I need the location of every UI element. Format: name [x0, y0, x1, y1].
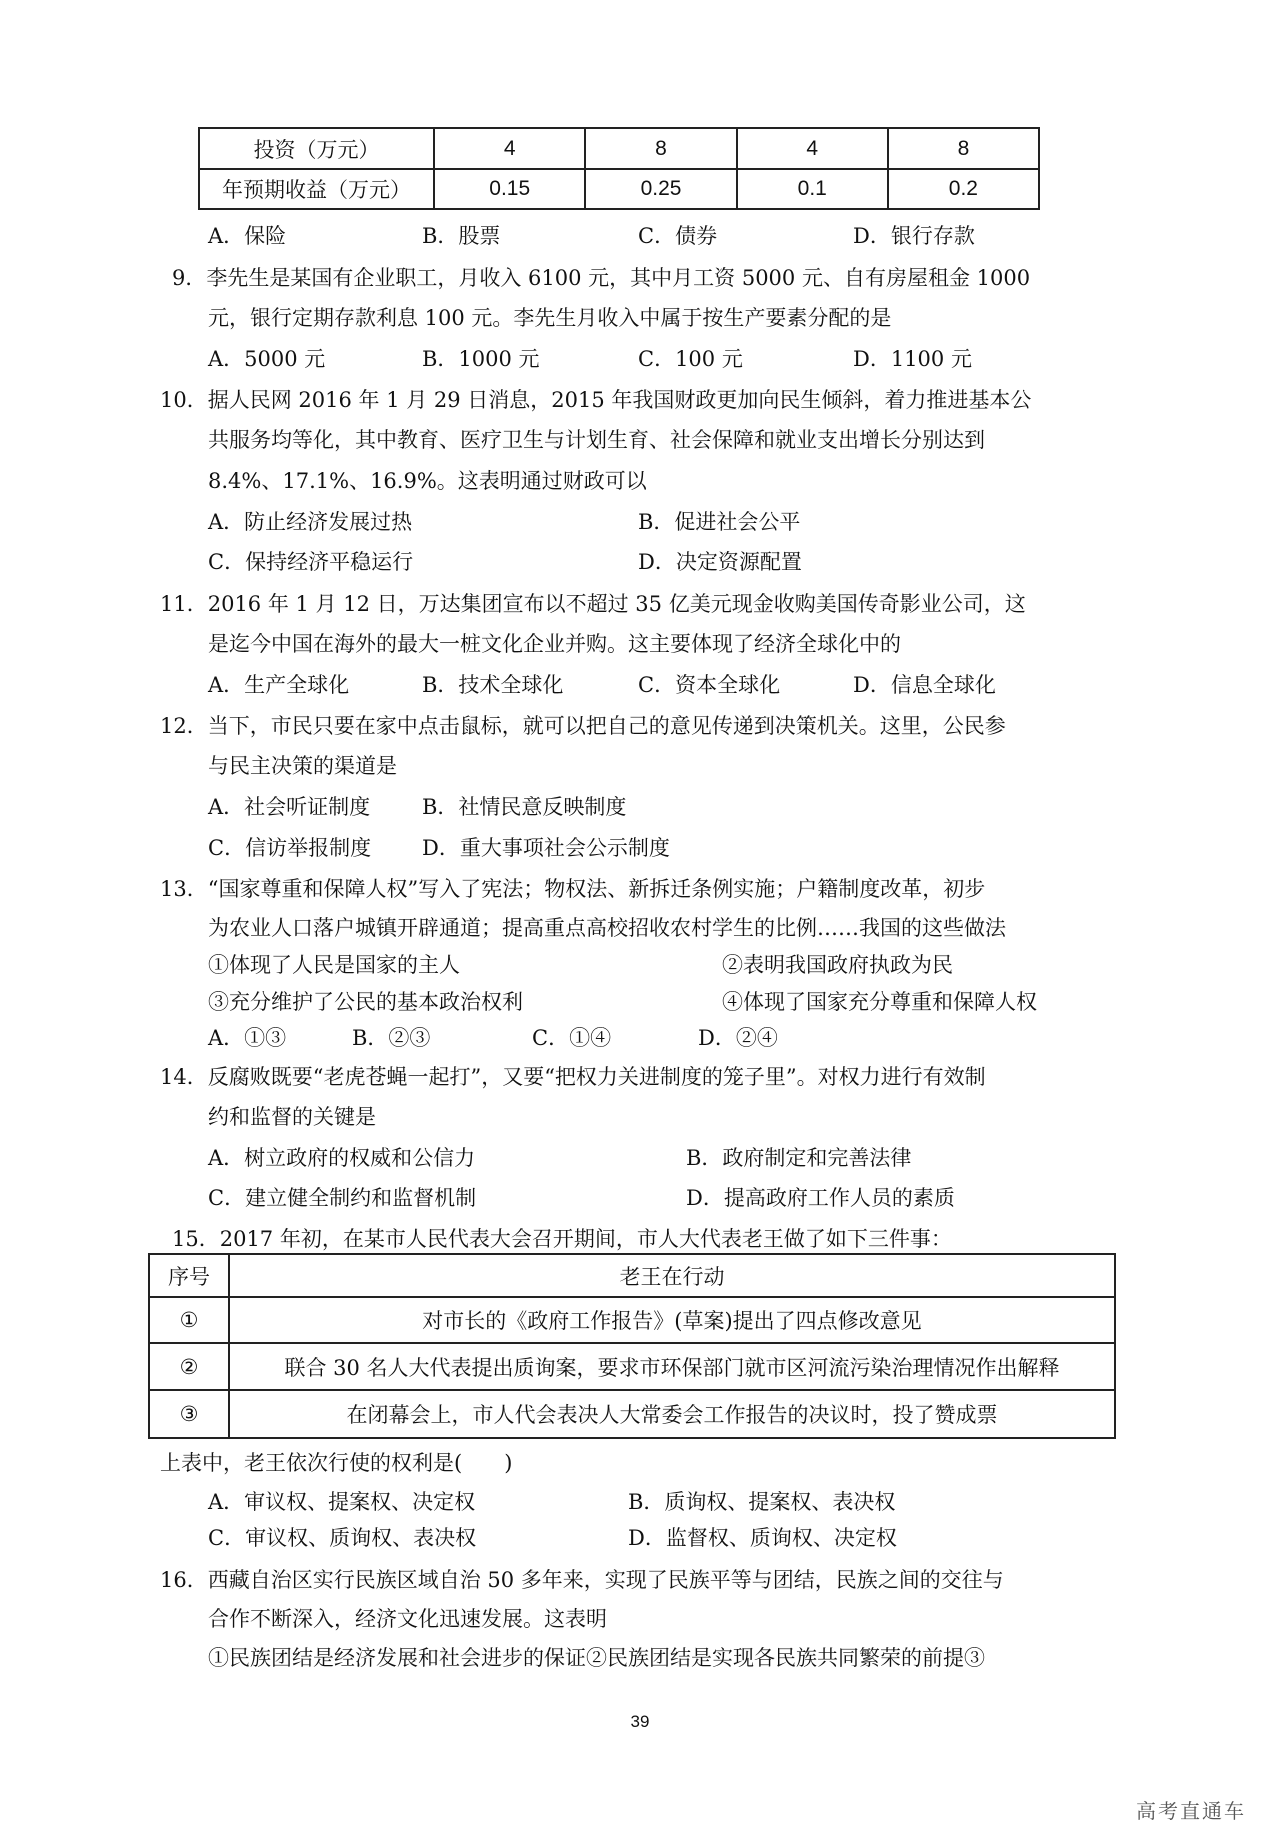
q8-option-c: C．债券	[638, 224, 718, 248]
row-label: 投资（万元）	[199, 128, 434, 169]
q8-investment-table	[198, 127, 1040, 210]
page-number: 39	[630, 1712, 650, 1731]
q11-option-c: C．资本全球化	[638, 673, 781, 697]
table-cell: 4	[434, 128, 585, 169]
table-row	[199, 169, 1039, 209]
q15-option-d: D．监督权、质询权、决定权	[628, 1526, 897, 1550]
q13-statement-3: ③充分维护了公民的基本政治权利	[208, 990, 523, 1014]
q10-option-c: C．保持经济平稳运行	[208, 550, 414, 574]
q10-stem-line: 共服务均等化，其中教育、医疗卫生与计划生育、社会保障和就业支出增长分别达到	[208, 428, 985, 452]
q12-stem-line: 与民主决策的渠道是	[208, 754, 397, 778]
q8-option-b: B．股票	[422, 224, 501, 248]
table-header-cell: 序号	[149, 1254, 229, 1297]
table-cell: ①	[149, 1297, 229, 1343]
q11-option-d: D．信息全球化	[853, 673, 996, 697]
q15-option-c: C．审议权、质询权、表决权	[208, 1526, 477, 1550]
q13-statement-4: ④体现了国家充分尊重和保障人权	[722, 990, 1037, 1014]
q11-option-b: B．技术全球化	[422, 673, 564, 697]
q15-action-table	[148, 1253, 1116, 1439]
q13-option-c: C．①④	[532, 1026, 612, 1050]
q14-option-b: B．政府制定和完善法律	[686, 1146, 912, 1170]
q14-option-c: C．建立健全制约和监督机制	[208, 1186, 477, 1210]
q10-stem-line: 8.4%、17.1%、16.9%。这表明通过财政可以	[208, 469, 647, 493]
q11-stem-line: 是迄今中国在海外的最大一桩文化企业并购。这主要体现了经济全球化中的	[208, 632, 901, 656]
q14-option-a: A．树立政府的权威和公信力	[208, 1146, 476, 1170]
table-cell: 0.1	[737, 169, 888, 209]
watermark: 高考直通车	[1136, 1799, 1246, 1823]
q12-option-a: A．社会听证制度	[208, 795, 371, 819]
table-cell: 8	[585, 128, 736, 169]
q11-option-a: A．生产全球化	[208, 673, 350, 697]
q15-option-a: A．审议权、提案权、决定权	[208, 1490, 476, 1514]
q10-option-b: B．促进社会公平	[638, 510, 801, 534]
q12-stem-line: 12．当下，市民只要在家中点击鼠标，就可以把自己的意见传递到决策机关。这里，公民参	[160, 714, 1006, 738]
q13-stem-line: 为农业人口落户城镇开辟通道；提高重点高校招收农村学生的比例……我国的这些做法	[208, 916, 1006, 940]
table-row	[199, 128, 1039, 169]
table-header-row	[149, 1254, 1115, 1297]
q13-statement-1: ①体现了人民是国家的主人	[208, 953, 460, 977]
q11-stem-line: 11．2016 年 1 月 12 日，万达集团宣布以不超过 35 亿美元现金收购美国传奇影业公司，这	[160, 592, 1026, 616]
q12-option-b: B．社情民意反映制度	[422, 795, 627, 819]
q13-option-a: A．①③	[208, 1026, 287, 1050]
q13-stem-line: 13．“国家尊重和保障人权”写入了宪法；物权法、新拆迁条例实施；户籍制度改革，初步	[160, 877, 986, 901]
table-cell: 对市长的《政府工作报告》(草案)提出了四点修改意见	[229, 1297, 1115, 1343]
q15-option-b: B．质询权、提案权、表决权	[628, 1490, 896, 1514]
table-cell: 0.15	[434, 169, 585, 209]
q8-option-a: A．保险	[208, 224, 287, 248]
q16-stem-line: ①民族团结是经济发展和社会进步的保证②民族团结是实现各民族共同繁荣的前提③	[208, 1646, 985, 1670]
row-label: 年预期收益（万元）	[199, 169, 434, 209]
q13-option-d: D．②④	[698, 1026, 778, 1050]
q9-stem-line: 9．李先生是某国有企业职工，月收入 6100 元，其中月工资 5000 元、自有房屋租金 1000	[172, 266, 1031, 290]
q9-option-c: C．100 元	[638, 347, 743, 371]
q12-option-c: C．信访举报制度	[208, 836, 372, 860]
table-cell: ③	[149, 1390, 229, 1438]
table-cell: 联合 30 名人大代表提出质询案，要求市环保部门就市区河流污染治理情况作出解释	[229, 1343, 1115, 1390]
q10-option-d: D．决定资源配置	[638, 550, 802, 574]
table-row	[149, 1390, 1115, 1438]
q16-stem-line: 16．西藏自治区实行民族区域自治 50 多年来，实现了民族平等与团结，民族之间的交往与	[160, 1568, 1004, 1592]
table-cell: 0.25	[585, 169, 736, 209]
q15-intro: 15．2017 年初，在某市人民代表大会召开期间，市人大代表老王做了如下三件事：	[172, 1227, 952, 1251]
q13-statement-2: ②表明我国政府执政为民	[722, 953, 953, 977]
table-cell: 4	[737, 128, 888, 169]
table-cell: 8	[888, 128, 1039, 169]
table-cell: 在闭幕会上，市人代会表决人大常委会工作报告的决议时，投了赞成票	[229, 1390, 1115, 1438]
table-row	[149, 1343, 1115, 1390]
q12-option-d: D．重大事项社会公示制度	[422, 836, 670, 860]
q9-option-a: A．5000 元	[208, 347, 326, 371]
q9-stem-line: 元，银行定期存款利息 100 元。李先生月收入中属于按生产要素分配的是	[208, 306, 892, 330]
q10-stem-line: 10．据人民网 2016 年 1 月 29 日消息，2015 年我国财政更加向民生倾斜，着力推进基本公	[160, 388, 1032, 412]
q9-option-d: D．1100 元	[853, 347, 972, 371]
q13-option-b: B．②③	[352, 1026, 431, 1050]
q10-option-a: A．防止经济发展过热	[208, 510, 413, 534]
q14-stem-line: 约和监督的关键是	[208, 1105, 376, 1129]
q9-option-b: B．1000 元	[422, 347, 540, 371]
q14-option-d: D．提高政府工作人员的素质	[686, 1186, 955, 1210]
table-cell: 0.2	[888, 169, 1039, 209]
q8-option-d: D．银行存款	[853, 224, 975, 248]
q15-question: 上表中，老王依次行使的权利是( )	[160, 1451, 513, 1475]
q16-stem-line: 合作不断深入，经济文化迅速发展。这表明	[208, 1607, 607, 1631]
table-header-cell: 老王在行动	[229, 1254, 1115, 1297]
table-cell: ②	[149, 1343, 229, 1390]
table-row	[149, 1297, 1115, 1343]
q14-stem-line: 14．反腐败既要“老虎苍蝇一起打”，又要“把权力关进制度的笼子里”。对权力进行有效制	[160, 1065, 986, 1089]
